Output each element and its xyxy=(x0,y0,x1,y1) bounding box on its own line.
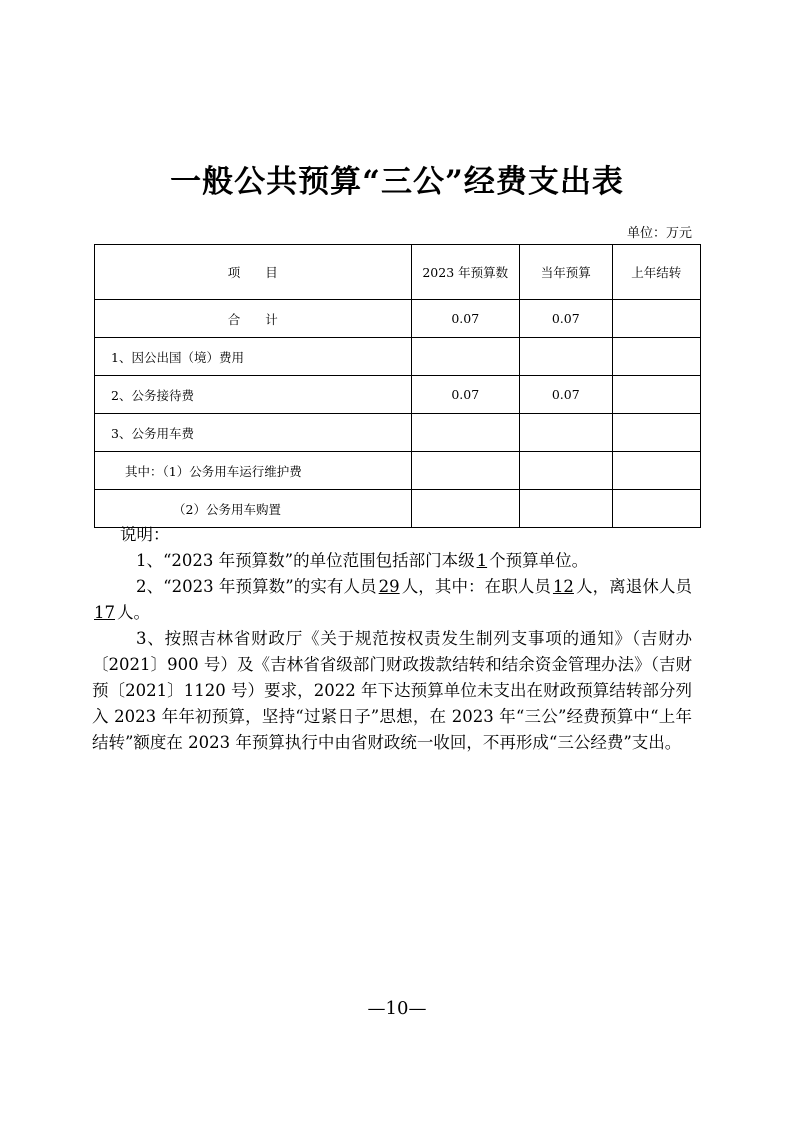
cell-current-budget: 0.07 xyxy=(519,376,612,414)
table-row xyxy=(95,338,701,376)
cell-2023-budget xyxy=(411,338,519,376)
cell-current-budget xyxy=(519,338,612,376)
note-1 xyxy=(92,548,692,574)
row-label: 1、因公出国（境）费用 xyxy=(95,338,412,376)
notes-section xyxy=(92,522,692,756)
cell-current-budget xyxy=(519,414,612,452)
cell-2023-budget: 0.07 xyxy=(411,376,519,414)
page-number: —10— xyxy=(367,998,427,1019)
row-label: 3、公务用车费 xyxy=(95,414,412,452)
cell-carryover xyxy=(612,376,700,414)
row-label: 其中：（1）公务用车运行维护费 xyxy=(95,452,412,490)
cell-current-budget xyxy=(519,452,612,490)
note-2-text-b: 人，其中：在职人员 xyxy=(401,577,551,596)
budget-table xyxy=(94,244,701,528)
note-3: 3、按照吉林省财政厅《关于规范按权责发生制列支事项的通知》（吉财办〔2021〕900 号）及《吉林省省级部门财政拨款结转和结余资金管理办法》（吉财预〔2021〕1120 号）要求，2022 年下达预算单位未支出在财政预算结转部分列入 2023 年年初预算，坚持“过紧日子”思想，在 2023 年“三公”经费预算中“上年结转”额度在 2023 年预算执行中由省财政统一收回，不再形成“三公经费”支出。 xyxy=(92,629,692,752)
cell-current-budget: 0.07 xyxy=(519,300,612,338)
note-2-text-d: 人。 xyxy=(117,603,150,622)
note-2-active-staff: 12 xyxy=(552,577,574,596)
note-2-retired-staff: 17 xyxy=(94,603,115,622)
table-row xyxy=(95,300,701,338)
cell-carryover xyxy=(612,414,700,452)
row-label: 2、公务接待费 xyxy=(95,376,412,414)
note-2 xyxy=(92,574,692,626)
cell-2023-budget: 0.07 xyxy=(411,300,519,338)
note-1-text-a: 1、“2023 年预算数”的单位范围包括部门本级 xyxy=(136,551,475,570)
table-row xyxy=(95,376,701,414)
header-2023-budget: 2023 年预算数 xyxy=(411,245,519,300)
header-current-budget: 当年预算 xyxy=(519,245,612,300)
cell-carryover xyxy=(612,338,700,376)
page-title: 一般公共预算“三公”经费支出表 xyxy=(170,164,624,200)
row-label: （2）公务用车购置 xyxy=(95,490,412,528)
note-1-text-b: 个预算单位。 xyxy=(489,551,589,570)
table-row xyxy=(95,414,701,452)
note-2-text-c: 人，离退休人员 xyxy=(575,577,692,596)
cell-carryover xyxy=(612,300,700,338)
header-item: 项 目 xyxy=(95,245,412,300)
cell-carryover xyxy=(612,452,700,490)
table-row xyxy=(95,452,701,490)
table-header-row xyxy=(95,245,701,300)
cell-2023-budget xyxy=(411,414,519,452)
note-2-text-a: 2、“2023 年预算数”的实有人员 xyxy=(136,577,377,596)
unit-label: 单位：万元 xyxy=(626,226,692,241)
row-label: 合 计 xyxy=(95,300,412,338)
header-carryover: 上年结转 xyxy=(612,245,700,300)
note-1-unit-count: 1 xyxy=(476,551,488,570)
cell-2023-budget xyxy=(411,452,519,490)
notes-heading: 说明： xyxy=(120,525,170,544)
note-2-total-staff: 29 xyxy=(378,577,400,596)
